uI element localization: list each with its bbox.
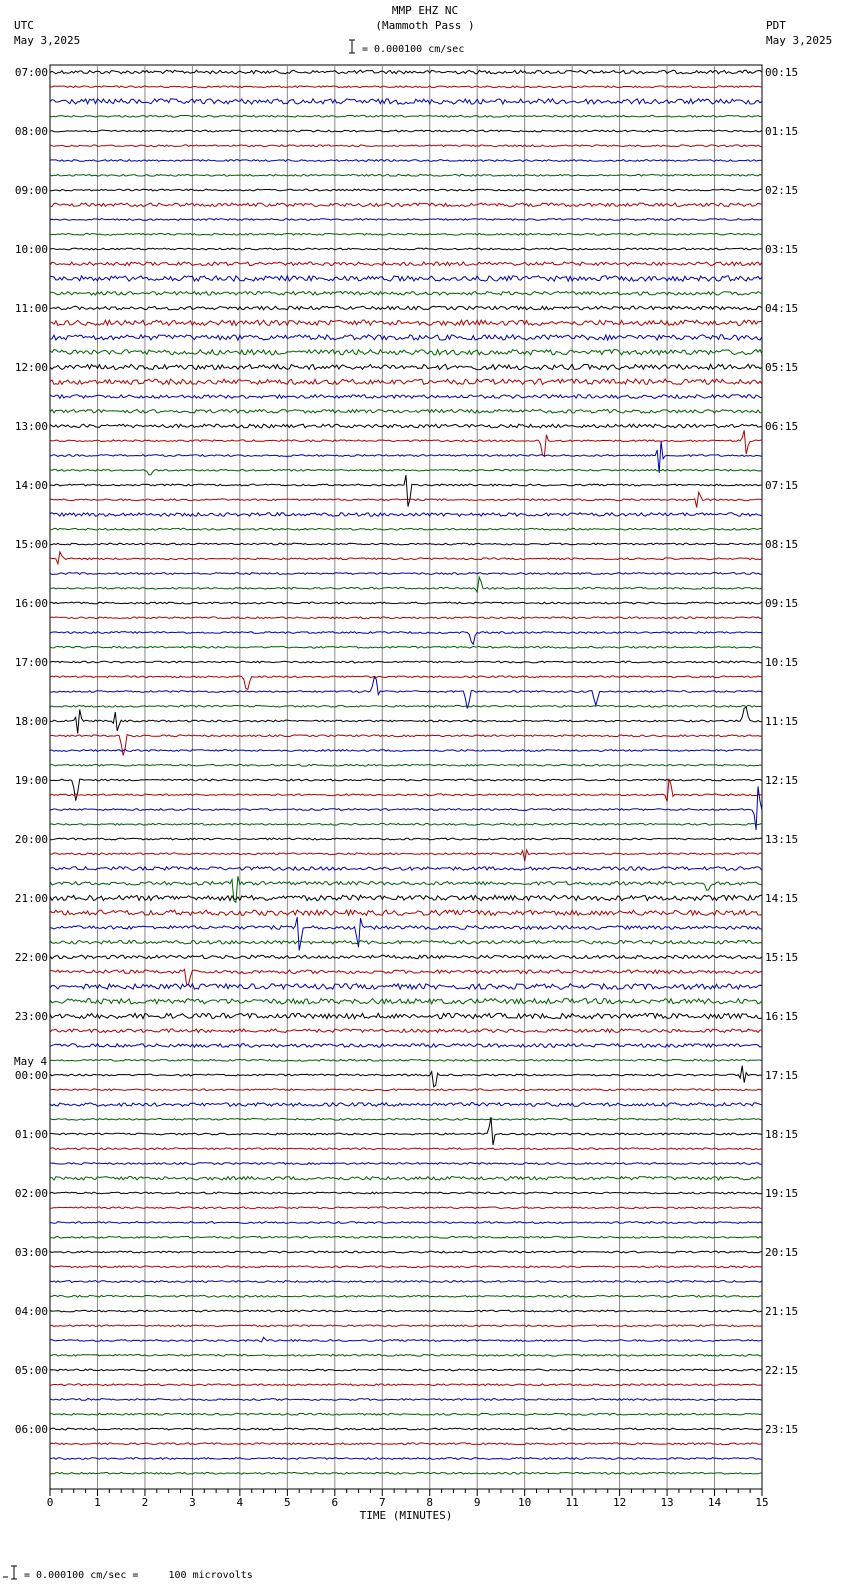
right-hour-label: 15:15 xyxy=(765,951,799,964)
left-hour-label: 18:00 xyxy=(14,715,48,728)
trace-line xyxy=(50,513,762,517)
trace-line xyxy=(50,410,762,414)
trace-line xyxy=(50,1117,762,1145)
trace-line xyxy=(50,1118,762,1120)
trace-line xyxy=(50,492,762,507)
x-tick-label: 0 xyxy=(46,1496,54,1509)
trace-line xyxy=(50,306,762,310)
trace-line xyxy=(50,115,762,117)
right-hour-label: 14:15 xyxy=(765,892,799,905)
trace-line xyxy=(50,276,762,281)
trace-line xyxy=(50,145,762,147)
left-date: May 3,2025 xyxy=(14,34,81,47)
trace-line xyxy=(50,867,762,871)
left-timezone: UTC xyxy=(14,19,34,32)
left-hour-label: 06:00 xyxy=(14,1423,48,1436)
trace-line xyxy=(50,705,762,707)
trace-line xyxy=(50,1266,762,1268)
right-hour-label: 07:15 xyxy=(765,479,799,492)
x-tick-label: 14 xyxy=(707,1496,722,1509)
trace-line xyxy=(50,1384,762,1386)
x-tick-label: 4 xyxy=(236,1496,244,1509)
trace-line xyxy=(50,1148,762,1150)
trace-line xyxy=(50,1163,762,1165)
left-hour-label: 03:00 xyxy=(14,1246,48,1259)
footer-scale-bar-icon xyxy=(3,1566,17,1579)
trace-line xyxy=(50,1207,762,1209)
x-tick-label: 13 xyxy=(660,1496,674,1509)
left-hour-label: 10:00 xyxy=(14,243,48,256)
x-tick-label: 9 xyxy=(473,1496,481,1509)
trace-line xyxy=(50,850,762,861)
trace-line xyxy=(50,1281,762,1283)
left-date-label: May 4 xyxy=(14,1055,48,1068)
trace-line xyxy=(50,320,762,325)
trace-line xyxy=(50,1310,762,1312)
right-hour-label: 05:15 xyxy=(765,361,799,374)
trace-line xyxy=(50,262,762,266)
trace-line xyxy=(50,1066,762,1087)
trace-line xyxy=(50,1428,762,1430)
right-hour-label: 20:15 xyxy=(765,1246,799,1259)
left-hour-label: 08:00 xyxy=(14,125,48,138)
right-hour-label: 10:15 xyxy=(765,656,799,669)
left-hour-label: 02:00 xyxy=(14,1187,48,1200)
trace-line xyxy=(50,424,762,428)
trace-line xyxy=(50,1413,762,1415)
x-tick-label: 5 xyxy=(284,1496,291,1509)
trace-line xyxy=(50,779,762,801)
trace-line xyxy=(50,955,762,959)
trace-group xyxy=(50,70,762,1474)
scale-bar-icon xyxy=(349,40,355,53)
trace-line xyxy=(50,99,762,104)
trace-line xyxy=(50,1369,762,1371)
trace-line xyxy=(50,764,762,766)
right-hour-label: 13:15 xyxy=(765,833,799,846)
x-tick-label: 2 xyxy=(141,1496,149,1509)
trace-line xyxy=(50,1458,762,1460)
trace-line xyxy=(50,895,762,900)
right-hour-label: 08:15 xyxy=(765,538,799,551)
trace-line xyxy=(50,573,762,575)
trace-line xyxy=(50,1325,762,1327)
trace-line xyxy=(50,984,762,989)
trace-line xyxy=(50,364,762,369)
trace-line xyxy=(50,999,762,1004)
trace-line xyxy=(50,248,762,250)
trace-line xyxy=(50,1089,762,1091)
x-axis-label: TIME (MINUTES) xyxy=(359,1509,453,1522)
right-hour-label: 03:15 xyxy=(765,243,799,256)
trace-line xyxy=(50,335,762,340)
x-tick-label: 12 xyxy=(612,1496,627,1509)
footer-scale-text: = 0.000100 cm/sec = 100 microvolts xyxy=(24,1570,253,1581)
trace-line xyxy=(50,750,762,752)
trace-line xyxy=(50,646,762,648)
left-hour-label: 12:00 xyxy=(14,361,48,374)
left-hour-label: 15:00 xyxy=(14,538,48,551)
trace-line xyxy=(50,661,762,663)
trace-line xyxy=(50,189,762,191)
trace-line xyxy=(50,552,762,564)
trace-line xyxy=(50,677,762,709)
trace-line xyxy=(50,1399,762,1401)
trace-line xyxy=(50,941,762,945)
trace-line xyxy=(50,1295,762,1297)
left-hour-label: 01:00 xyxy=(14,1128,48,1141)
trace-line xyxy=(50,735,762,756)
left-hour-label: 05:00 xyxy=(14,1364,48,1377)
trace-line xyxy=(50,779,762,802)
trace-line xyxy=(50,1192,762,1194)
trace-line xyxy=(50,577,762,592)
trace-line xyxy=(50,543,762,545)
trace-line xyxy=(50,1251,762,1253)
trace-line xyxy=(50,430,762,456)
left-hour-label: 14:00 xyxy=(14,479,48,492)
right-hour-label: 00:15 xyxy=(765,66,799,79)
trace-line xyxy=(50,910,762,915)
trace-line xyxy=(50,1443,762,1445)
trace-line xyxy=(50,1236,762,1238)
trace-line xyxy=(50,350,762,355)
x-tick-label: 8 xyxy=(426,1496,434,1509)
trace-line xyxy=(50,130,762,132)
trace-line xyxy=(50,1059,762,1061)
trace-line xyxy=(50,838,762,840)
trace-line xyxy=(50,441,762,473)
right-hour-label: 16:15 xyxy=(765,1010,799,1023)
left-hour-label: 11:00 xyxy=(14,302,48,315)
right-timezone: PDT xyxy=(766,19,786,32)
right-hour-label: 23:15 xyxy=(765,1423,799,1436)
left-hour-label: 04:00 xyxy=(14,1305,48,1318)
left-hour-label: 16:00 xyxy=(14,597,48,610)
right-hour-label: 04:15 xyxy=(765,302,799,315)
trace-line xyxy=(50,1222,762,1224)
trace-line xyxy=(50,1472,762,1474)
trace-line xyxy=(50,917,762,950)
trace-line xyxy=(50,1044,762,1048)
trace-line xyxy=(50,219,762,221)
trace-line xyxy=(50,1354,762,1356)
left-hour-label: 23:00 xyxy=(14,1010,48,1023)
station-title: MMP EHZ NC xyxy=(391,4,459,17)
trace-line xyxy=(50,233,762,235)
x-tick-label: 15 xyxy=(755,1496,769,1509)
trace-line xyxy=(50,475,762,507)
trace-line xyxy=(50,86,762,88)
right-date: May 3,2025 xyxy=(766,34,833,47)
left-hour-label: 20:00 xyxy=(14,833,48,846)
left-hour-label: 07:00 xyxy=(14,66,48,79)
right-hour-label: 18:15 xyxy=(765,1128,799,1141)
trace-line xyxy=(50,632,762,645)
trace-line xyxy=(50,1013,762,1018)
x-tick-label: 10 xyxy=(518,1496,532,1509)
x-tick-label: 7 xyxy=(378,1496,386,1509)
left-hour-label: 09:00 xyxy=(14,184,48,197)
trace-line xyxy=(50,379,762,384)
trace-line xyxy=(50,1177,762,1181)
station-location: (Mammoth Pass ) xyxy=(375,19,475,32)
x-tick-label: 6 xyxy=(331,1496,339,1509)
right-hour-label: 09:15 xyxy=(765,597,799,610)
trace-line xyxy=(50,292,762,296)
trace-line xyxy=(50,676,762,690)
right-hour-label: 02:15 xyxy=(765,184,799,197)
x-tick-label: 3 xyxy=(189,1496,196,1509)
x-tick-label: 1 xyxy=(94,1496,101,1509)
trace-line xyxy=(50,469,762,475)
left-hour-label: 21:00 xyxy=(14,892,48,905)
scale-text: = 0.000100 cm/sec xyxy=(362,44,465,55)
right-hour-label: 12:15 xyxy=(765,774,799,787)
trace-line xyxy=(50,617,762,619)
left-hour-label: 19:00 xyxy=(14,774,48,787)
right-hour-label: 06:15 xyxy=(765,420,799,433)
right-hour-label: 11:15 xyxy=(765,715,799,728)
trace-line xyxy=(50,174,762,176)
left-hour-label: 13:00 xyxy=(14,420,48,433)
right-hour-label: 01:15 xyxy=(765,125,799,138)
trace-line xyxy=(50,969,762,985)
left-hour-label: 17:00 xyxy=(14,656,48,669)
right-hour-label: 17:15 xyxy=(765,1069,799,1082)
trace-line xyxy=(50,1103,762,1107)
trace-line xyxy=(50,70,762,74)
trace-line xyxy=(50,203,762,207)
x-axis xyxy=(47,1489,769,1522)
trace-line xyxy=(50,602,762,604)
trace-line xyxy=(50,1337,762,1342)
trace-line xyxy=(50,528,762,530)
right-hour-label: 19:15 xyxy=(765,1187,799,1200)
trace-line xyxy=(50,707,762,733)
right-hour-label: 21:15 xyxy=(765,1305,799,1318)
left-hour-label: 00:00 xyxy=(14,1069,48,1082)
right-hour-label: 22:15 xyxy=(765,1364,799,1377)
trace-line xyxy=(50,823,762,825)
trace-line xyxy=(50,395,762,399)
left-hour-label: 22:00 xyxy=(14,951,48,964)
trace-line xyxy=(50,1029,762,1033)
trace-line xyxy=(50,160,762,162)
x-tick-label: 11 xyxy=(565,1496,579,1509)
